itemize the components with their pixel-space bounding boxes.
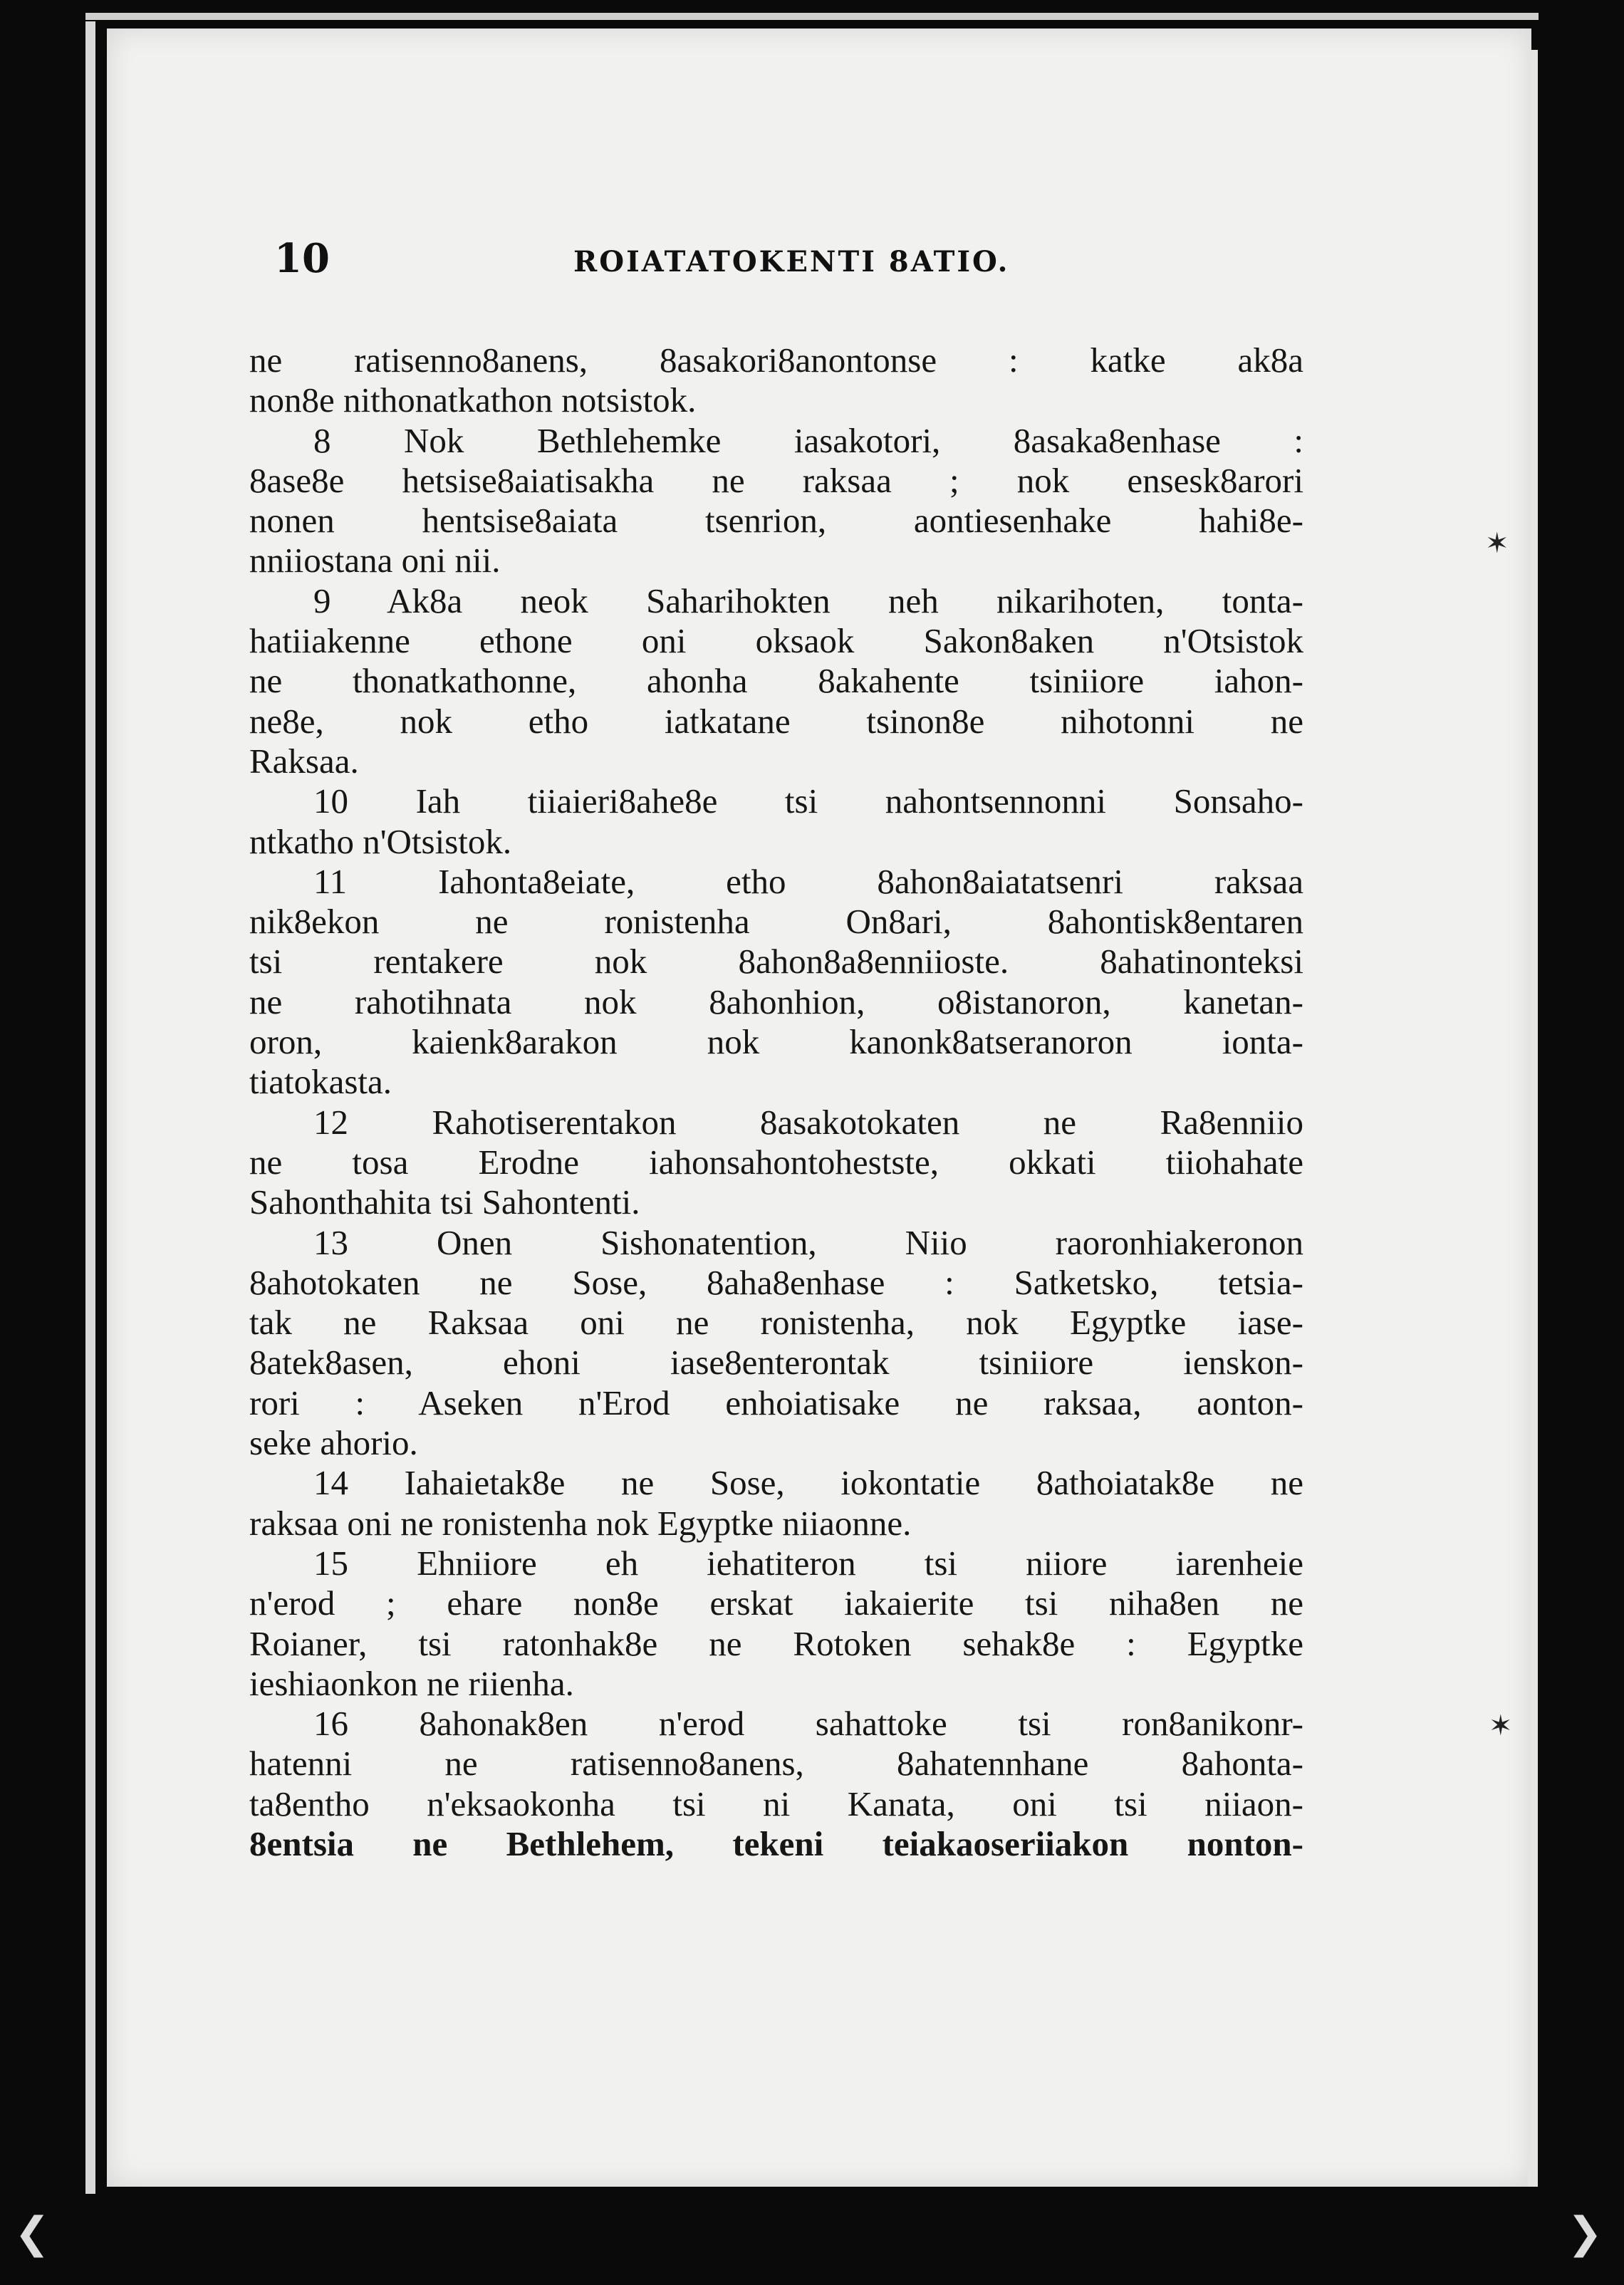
page-header [274, 235, 1307, 299]
text-line: Roianer, tsi ratonhak8e ne Rotoken sehak8e : Egyptke [249, 1623, 1303, 1663]
verse-line: 13 Onen Sishonatention, Niio raoronhiakeronon [313, 1222, 1303, 1262]
text-line: ta8entho n'eksaokonha tsi ni Kanata, oni tsi niiaon- [249, 1784, 1303, 1823]
body-text [249, 340, 1303, 1864]
text-line: hatenni ne ratisenno8anens, 8ahatennhane 8ahonta- [249, 1744, 1303, 1784]
verse-line: 16 8ahonak8en n'erod sahattoke tsi ron8anikonr- [313, 1704, 1303, 1744]
text-line: tsi rentakere nok 8ahon8a8enniioste. 8ahatinonteksi [249, 942, 1303, 982]
verse-line: 12 Rahotiserentakon 8asakotokaten ne Ra8enniio [313, 1102, 1303, 1142]
text-line: Sahonthahita tsi Sahontenti. [249, 1182, 640, 1222]
verse-line: 9 Ak8a neok Saharihokten neh nikarihoten, tonta- [313, 581, 1303, 620]
text-line: n'erod ; ehare non8e erskat iakaierite tsi niha8en ne [249, 1583, 1303, 1623]
text-line: seke ahorio. [249, 1423, 418, 1463]
text-line: 8atek8asen, ehoni iase8enterontak tsiniiore ienskon- [249, 1343, 1303, 1383]
margin-mark-icon: ✶ [1485, 527, 1509, 560]
running-head: ROIATATOKENTI 8ATIO. [573, 245, 1010, 279]
text-line: ntkatho n'Otsistok. [249, 821, 512, 861]
text-line: ne tosa Erodne iahonsahontohestste, okkati tiiohahate [249, 1142, 1303, 1182]
text-line: ne thonatkathonne, ahonha 8akahente tsiniiore iahon- [249, 661, 1303, 701]
text-line: nniiostana oni nii. [249, 541, 501, 581]
verse-line: 10 Iah tiiaieri8ahe8e tsi nahontsennonni Sonsaho- [313, 781, 1303, 821]
verse-line: 11 Iahonta8eiate, etho 8ahon8aiatatsenri raksaa [313, 861, 1303, 901]
page-number: 10 [274, 235, 330, 282]
text-line: ieshiaonkon ne riienha. [249, 1663, 574, 1703]
text-line: Raksaa. [249, 741, 359, 781]
text-line: ne rahotihnata nok 8ahonhion, o8istanoron, kanetan- [249, 982, 1303, 1021]
page-edge-top [85, 13, 1539, 20]
text-line: ne8e, nok etho iatkatane tsinon8e nihotonni ne [249, 701, 1303, 741]
verse-line: 8 Nok Bethlehemke iasakotori, 8asaka8enhase : [313, 420, 1303, 460]
corner-mark-icon: ❮ [14, 2208, 51, 2258]
page-edge-right [1528, 50, 1538, 2187]
text-line: raksaa oni ne ronistenha nok Egyptke niiaonne. [249, 1503, 912, 1543]
text-line: 8ahotokaten ne Sose, 8aha8enhase : Satketsko, tetsia- [249, 1262, 1303, 1302]
margin-mark-icon: ✶ [1489, 1709, 1513, 1742]
text-line: non8e nithonatkathon notsistok. [249, 380, 697, 420]
text-line: hatiiakenne ethone oni oksaok Sakon8aken n'Otsistok [249, 621, 1303, 661]
text-line: 8ase8e hetsise8aiatisakha ne raksaa ; nok ensesk8arori [249, 460, 1303, 500]
page-edge-left [85, 21, 95, 2194]
text-line: nonen hentsise8aiata tsenrion, aontiesenhake hahi8e- [249, 501, 1303, 541]
text-line: 8entsia ne Bethlehem, tekeni teiakaoseriiakon nonton- [249, 1823, 1303, 1863]
text-line: tiatokasta. [249, 1062, 392, 1102]
corner-mark-icon: ❯ [1567, 2208, 1603, 2258]
text-line: ne ratisenno8anens, 8asakori8anontonse : katke ak8a [249, 340, 1303, 380]
text-line: tak ne Raksaa oni ne ronistenha, nok Egyptke iase- [249, 1303, 1303, 1343]
verse-line: 15 Ehniiore eh iehatiteron tsi niiore iarenheie [313, 1543, 1303, 1583]
text-line: rori : Aseken n'Erod enhoiatisake ne raksaa, aonton- [249, 1383, 1303, 1422]
text-line: oron, kaienk8arakon nok kanonk8atseranoron ionta- [249, 1022, 1303, 1062]
verse-line: 14 Iahaietak8e ne Sose, iokontatie 8athoiatak8e ne [313, 1463, 1303, 1503]
text-line: nik8ekon ne ronistenha On8ari, 8ahontisk8entaren [249, 902, 1303, 942]
